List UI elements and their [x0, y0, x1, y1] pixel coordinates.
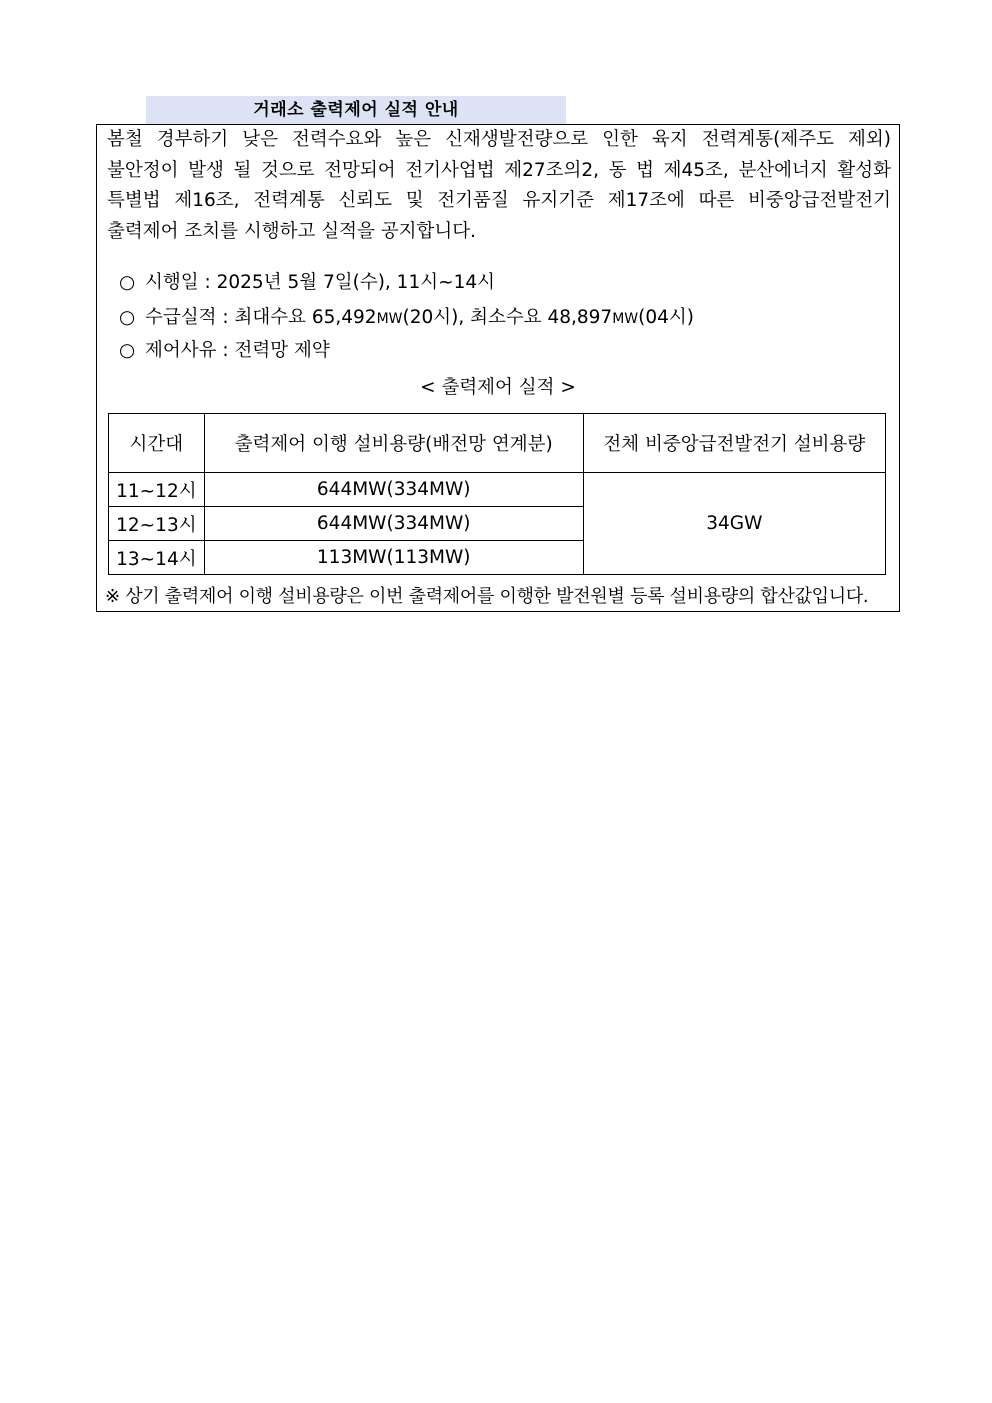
bullet-reason-text: 제어사유 : 전력망 제약	[145, 340, 330, 361]
bullet-date	[119, 270, 495, 296]
footnote: ※ 상기 출력제어 이행 설비용량은 이번 출력제어를 이행한 발전원별 등록 설비용량의 합산값입니다.	[105, 586, 869, 607]
bullet-reason	[119, 338, 330, 364]
performance-table	[108, 413, 886, 575]
row-time: 11~12시	[109, 473, 205, 507]
demand-unit-max: MW	[376, 311, 403, 327]
header-total: 전체 비중앙급전발전기 설비용량	[583, 414, 885, 473]
circle-bullet-icon: ○	[119, 272, 136, 293]
row-time: 12~13시	[109, 507, 205, 541]
demand-prefix: 수급실적 : 최대수요 65,492	[145, 307, 377, 328]
row-time: 13~14시	[109, 541, 205, 575]
table-title: < 출력제어 실적 >	[420, 377, 576, 398]
bullet-date-text: 시행일 : 2025년 5월 7일(수), 11시~14시	[145, 272, 495, 293]
total-capacity: 34GW	[583, 473, 885, 575]
demand-unit-min: MW	[612, 311, 639, 327]
header-capacity: 출력제어 이행 설비용량(배전망 연계분)	[204, 414, 583, 473]
circle-bullet-icon: ○	[119, 340, 136, 361]
notice-box	[96, 124, 900, 612]
demand-suffix: (04시)	[638, 307, 694, 328]
header-time: 시간대	[109, 414, 205, 473]
demand-mid: (20시), 최소수요 48,897	[402, 307, 613, 328]
notice-title: 거래소 출력제어 실적 안내	[253, 100, 459, 120]
table-row	[109, 473, 886, 507]
row-capacity: 644MW(334MW)	[204, 507, 583, 541]
row-capacity: 644MW(334MW)	[204, 473, 583, 507]
bullet-demand	[119, 305, 694, 332]
table-header-row	[109, 414, 886, 473]
circle-bullet-icon: ○	[119, 307, 136, 328]
row-capacity: 113MW(113MW)	[204, 541, 583, 575]
intro-paragraph: 봄철 경부하기 낮은 전력수요와 높은 신재생발전량으로 인한 육지 전력계통(제주도 제외) 불안정이 발생 될 것으로 전망되어 전기사업법 제27조의2, 동 법 제45조, 분산에너지 활성화 특별법 제16조, 전력계통 신뢰도 및 전기품질 유지기준 제17조에 따른 비중앙급전발전기 출력제어 조치를 시행하고 실적을 공지합니다.	[107, 129, 891, 242]
